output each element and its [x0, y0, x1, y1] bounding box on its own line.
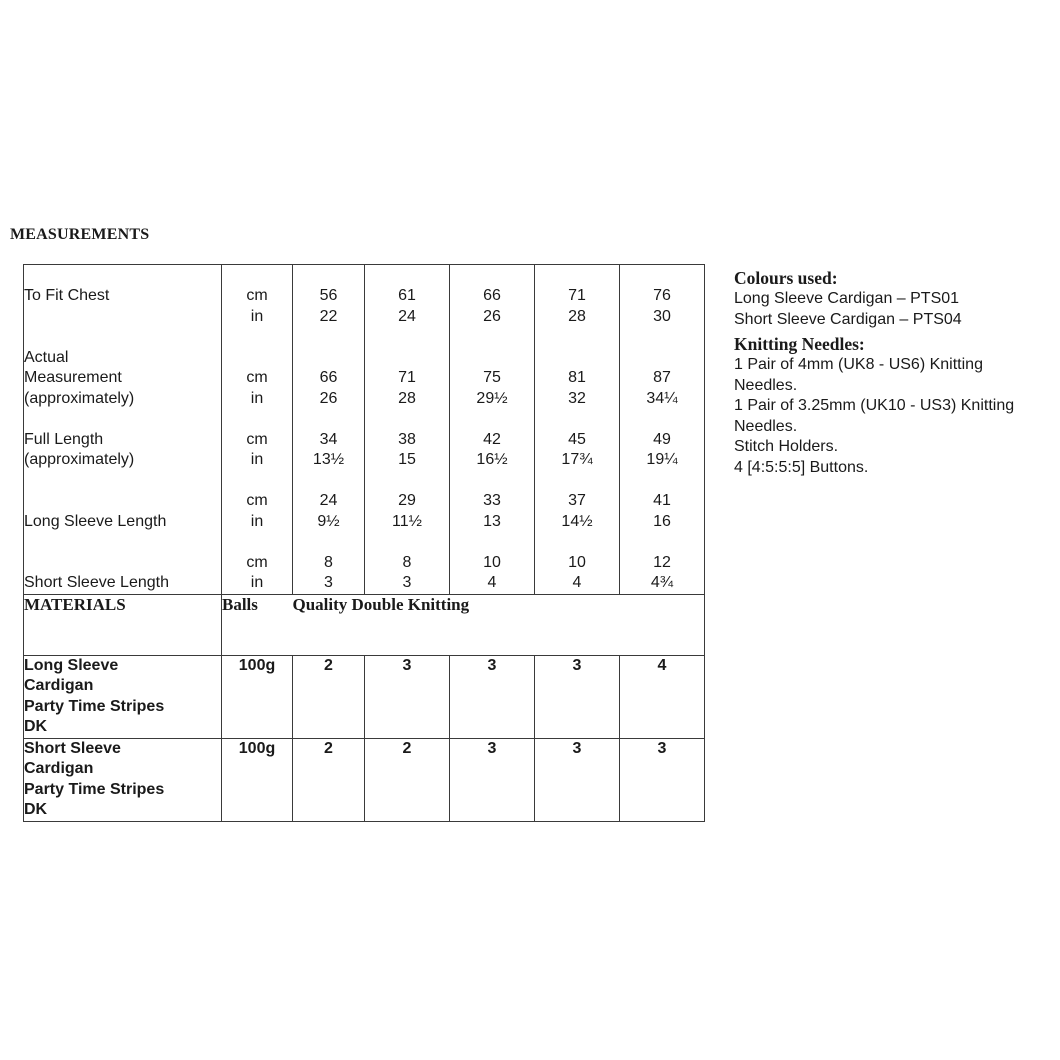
yarn-weight: 100g [222, 738, 293, 821]
label-line: Full Length [24, 430, 104, 448]
size-value-pair [620, 532, 704, 594]
ball-count: 3 [450, 738, 535, 821]
unit-pair [222, 286, 292, 348]
value-in: 9½ [317, 512, 340, 530]
value-in: 29½ [476, 389, 508, 407]
value-in: 28 [568, 307, 586, 325]
ball-count: 3 [620, 738, 705, 821]
needle-item: Needles. [734, 376, 798, 394]
size-value-pair [450, 286, 534, 348]
unit-in: in [250, 307, 264, 325]
value-in: 17¾ [561, 451, 593, 468]
unit-pair [222, 471, 292, 533]
size-value-pair [620, 286, 704, 348]
unit-pair [222, 532, 292, 594]
value-in: 34¼ [646, 389, 678, 407]
value-cm: 37 [568, 492, 586, 509]
needle-item: 1 Pair of 3.25mm (UK10 - US3) Knitting [734, 397, 1015, 414]
value-in: 3 [402, 574, 412, 591]
value-in: 4 [572, 574, 582, 591]
value-cm: 71 [568, 287, 586, 304]
size-value-pair [365, 409, 449, 471]
value-cm: 33 [483, 492, 501, 509]
colour-item: Long Sleeve Cardigan – PTS01 [734, 290, 960, 307]
value-in: 32 [568, 389, 586, 407]
size-value-pair [535, 532, 619, 594]
label-line: Measurement [24, 369, 122, 386]
unit-in: in [250, 389, 264, 407]
measurement-labels [24, 265, 222, 595]
value-in: 30 [653, 307, 671, 325]
ball-count: 3 [535, 655, 620, 738]
value-cm: 12 [653, 553, 671, 571]
value-cm: 24 [319, 492, 338, 509]
unit-cm: cm [246, 369, 268, 386]
side-notes [734, 268, 1054, 478]
size-value-pair [365, 286, 449, 348]
value-cm: 75 [483, 369, 501, 386]
colour-item: Short Sleeve Cardigan – PTS04 [734, 310, 962, 328]
value-in: 26 [483, 307, 501, 325]
value-in: 22 [319, 307, 338, 325]
needle-item: 4 [4:5:5:5] Buttons. [734, 458, 869, 476]
measurements-row [24, 265, 705, 595]
quality-label: Quality Double Knitting [293, 594, 705, 655]
unit-in: in [250, 574, 264, 591]
size-value-pair [450, 471, 534, 533]
value-cm: 66 [483, 287, 501, 304]
value-in: 19¼ [646, 451, 678, 468]
value-in: 16 [653, 512, 671, 530]
value-in: 28 [398, 389, 416, 407]
value-cm: 10 [568, 553, 586, 571]
ball-count: 4 [620, 655, 705, 738]
balls-label: Balls [222, 594, 293, 655]
size-value-pair [535, 286, 619, 348]
value-in: 15 [398, 451, 416, 468]
unit-cm: cm [246, 492, 268, 509]
size-column-3 [450, 265, 535, 595]
ball-count: 2 [293, 655, 365, 738]
size-value-pair [535, 348, 619, 410]
size-value-pair [293, 409, 364, 471]
value-cm: 8 [324, 553, 333, 571]
ball-count: 3 [365, 655, 450, 738]
unit-in: in [250, 512, 264, 530]
size-value-pair [450, 532, 534, 594]
label-line: Short Sleeve Length [24, 574, 169, 591]
label-line: Long Sleeve Length [24, 512, 167, 530]
materials-title: MATERIALS [24, 594, 222, 655]
value-in: 4¾ [650, 574, 674, 591]
measurement-label [24, 532, 221, 594]
value-cm: 76 [653, 287, 671, 304]
size-value-pair [293, 348, 364, 410]
needle-item: Stitch Holders. [734, 438, 839, 455]
value-in: 13½ [312, 451, 345, 468]
value-cm: 38 [398, 430, 416, 448]
value-in: 11½ [392, 512, 422, 530]
size-value-pair [365, 348, 449, 410]
label-line: To Fit Chest [24, 287, 110, 304]
yarn-row-long-sleeve [24, 655, 705, 738]
ball-count: 3 [450, 655, 535, 738]
unit-in: in [250, 451, 264, 468]
label-line: (approximately) [24, 389, 135, 407]
value-cm: 66 [319, 369, 338, 386]
size-column-1 [293, 265, 365, 595]
measurement-label [24, 286, 221, 348]
size-value-pair [365, 532, 449, 594]
size-column-5 [620, 265, 705, 595]
value-cm: 42 [483, 430, 501, 448]
value-in: 4 [487, 574, 497, 591]
value-cm: 81 [568, 369, 586, 386]
size-value-pair [620, 471, 704, 533]
measurement-label [24, 348, 221, 410]
ball-count: 2 [293, 738, 365, 821]
materials-header-row [24, 594, 705, 655]
label-line: (approximately) [24, 451, 135, 468]
ball-count: 3 [535, 738, 620, 821]
size-value-pair [620, 348, 704, 410]
value-in: 24 [398, 307, 416, 325]
ball-count: 2 [365, 738, 450, 821]
value-cm: 10 [483, 553, 501, 571]
unit-cm: cm [246, 287, 268, 304]
value-cm: 87 [653, 369, 671, 386]
size-value-pair [365, 471, 449, 533]
size-column-2 [365, 265, 450, 595]
unit-pair [222, 409, 292, 471]
label-line: Actual [24, 348, 69, 366]
size-value-pair [535, 471, 619, 533]
value-cm: 61 [398, 287, 416, 304]
value-cm: 8 [402, 553, 412, 571]
size-value-pair [293, 532, 364, 594]
value-in: 14½ [561, 512, 593, 530]
value-cm: 34 [319, 430, 338, 448]
unit-pair [222, 348, 292, 410]
colours-heading: Colours used: [734, 268, 838, 288]
size-value-pair [535, 409, 619, 471]
yarn-name: Short Sleeve Cardigan Party Time Stripes DK [24, 738, 222, 821]
size-value-pair [620, 409, 704, 471]
unit-cm: cm [246, 430, 268, 448]
yarn-weight: 100g [222, 655, 293, 738]
page-title: MEASUREMENTS [10, 226, 150, 243]
yarn-row-short-sleeve [24, 738, 705, 821]
measurement-label [24, 471, 221, 533]
size-column-4 [535, 265, 620, 595]
value-cm: 29 [398, 492, 416, 509]
value-in: 3 [324, 574, 333, 591]
value-cm: 56 [319, 287, 338, 304]
measurements-table [23, 264, 705, 822]
value-in: 26 [319, 389, 338, 407]
value-in: 13 [483, 512, 501, 530]
needle-item: 1 Pair of 4mm (UK8 - US6) Knitting [734, 356, 983, 373]
needle-item: Needles. [734, 417, 798, 435]
size-value-pair [293, 471, 364, 533]
unit-cm: cm [246, 553, 268, 571]
value-cm: 41 [653, 492, 671, 509]
unit-column [222, 265, 293, 595]
size-value-pair [450, 409, 534, 471]
size-value-pair [293, 286, 364, 348]
size-value-pair [450, 348, 534, 410]
value-in: 16½ [476, 451, 508, 468]
measurement-label [24, 409, 221, 471]
value-cm: 71 [398, 369, 416, 386]
value-cm: 49 [653, 430, 671, 448]
yarn-name: Long Sleeve Cardigan Party Time Stripes DK [24, 655, 222, 738]
needles-heading: Knitting Needles: [734, 334, 865, 354]
value-cm: 45 [568, 430, 586, 448]
